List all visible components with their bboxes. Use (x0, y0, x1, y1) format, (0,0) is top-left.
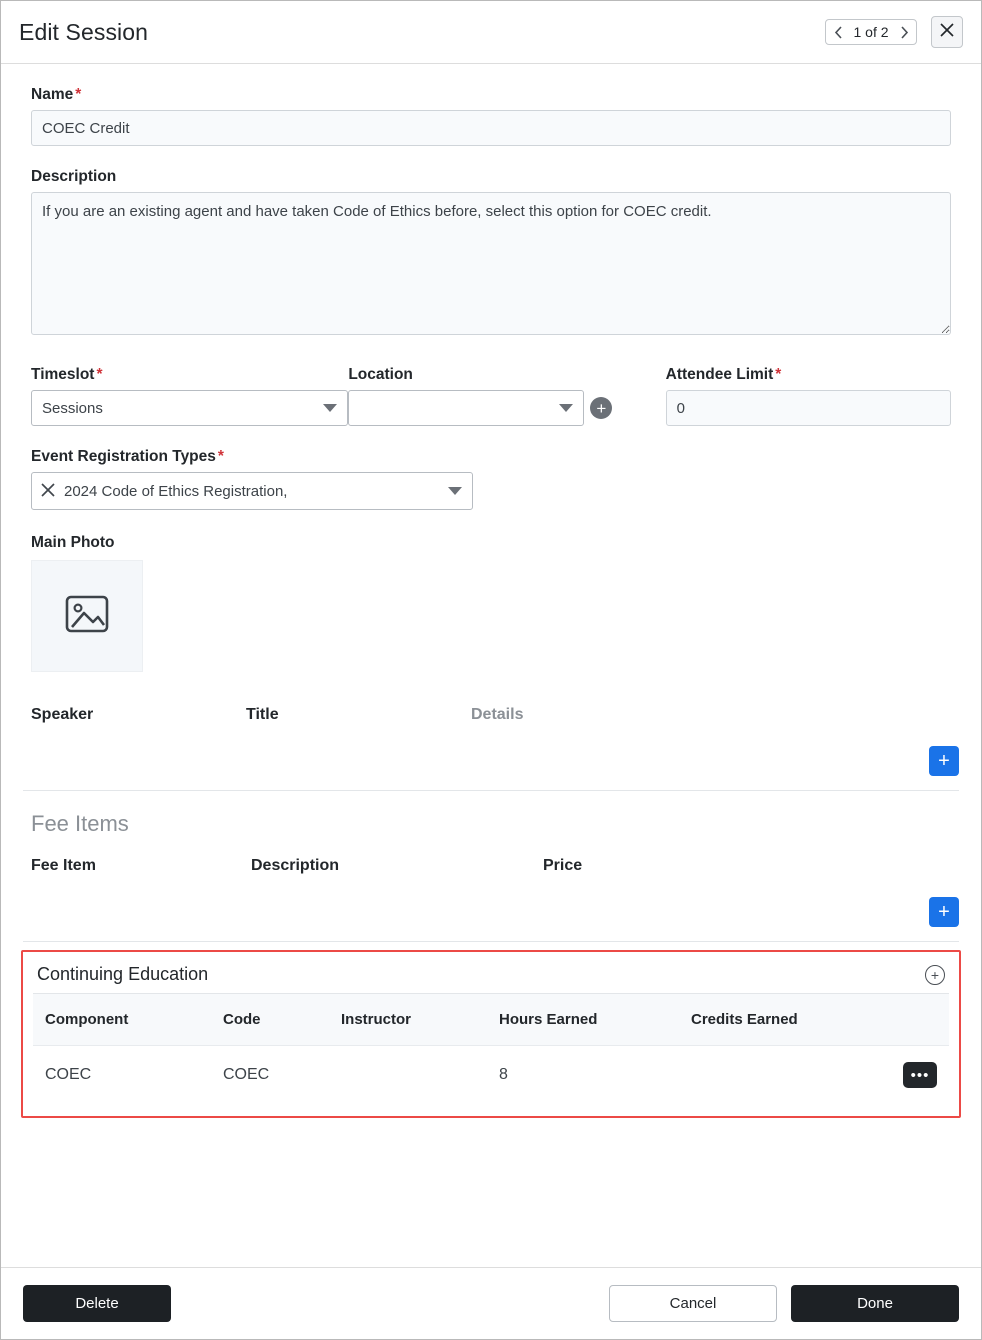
dialog-footer (1, 1267, 981, 1339)
titlebar-actions (825, 16, 963, 48)
attendee-limit-label: Attendee Limit * (665, 366, 782, 383)
location-select[interactable] (348, 390, 584, 426)
add-fee-item-button[interactable] (929, 897, 959, 927)
main-photo-upload[interactable] (31, 560, 143, 672)
description-textarea[interactable] (31, 192, 951, 335)
name-field-group (1, 64, 981, 146)
row-actions-menu-button[interactable] (903, 1062, 937, 1088)
column-fee-description: Description (251, 857, 340, 874)
continuing-education-section (21, 950, 961, 1118)
continuing-education-title: Continuing Education (37, 964, 209, 984)
record-pager[interactable] (825, 19, 917, 45)
event-registration-types-label: Event Registration Types * (31, 448, 224, 465)
column-instructor: Instructor (341, 1011, 412, 1028)
speakers-table-header (1, 706, 981, 724)
main-photo-label: Main Photo (31, 534, 115, 551)
column-credits-earned: Credits Earned (691, 1011, 798, 1028)
column-details: Details (471, 706, 524, 723)
timeslot-location-limit-row (1, 366, 981, 426)
required-marker: * (75, 86, 82, 103)
table-row[interactable] (33, 1046, 949, 1104)
page-title: Edit Session (19, 18, 149, 45)
dialog-titlebar (1, 1, 981, 64)
column-hours-earned: Hours Earned (499, 1011, 598, 1028)
footer-right-actions (609, 1285, 959, 1322)
column-code: Code (223, 1011, 261, 1028)
done-button[interactable]: Done (791, 1285, 959, 1322)
main-photo-group (1, 534, 981, 672)
cancel-button[interactable]: Cancel (609, 1285, 777, 1322)
plus-circle-outline-icon: + (930, 966, 940, 983)
chevron-right-icon[interactable] (892, 20, 916, 44)
location-field-group (348, 366, 665, 426)
chevron-down-icon (448, 487, 462, 495)
fee-items-table-header (1, 857, 981, 875)
ellipsis-icon: ••• (910, 1066, 930, 1084)
event-registration-types-value: 2024 Code of Ethics Registration, (64, 482, 288, 500)
description-field-group (1, 168, 981, 340)
chevron-down-icon (323, 404, 337, 412)
name-input[interactable] (31, 110, 951, 146)
column-fee-item: Fee Item (31, 857, 96, 874)
location-label: Location (348, 366, 413, 383)
add-speaker-button[interactable] (929, 746, 959, 776)
divider (23, 790, 959, 791)
continuing-education-table (33, 993, 949, 1104)
image-placeholder-icon (65, 594, 109, 639)
column-speaker: Speaker (31, 706, 94, 723)
event-registration-types-select[interactable] (31, 472, 473, 510)
event-registration-types-group (1, 448, 981, 510)
close-button[interactable] (931, 16, 963, 48)
continuing-education-header (23, 952, 959, 993)
add-location-button[interactable] (590, 397, 612, 419)
cell-component: COEC (45, 1066, 92, 1083)
fee-items-add-row (1, 897, 981, 927)
plus-icon: + (938, 901, 950, 923)
description-label: Description (31, 168, 117, 185)
attendee-limit-field-group (666, 366, 951, 426)
close-icon (939, 22, 955, 43)
name-label: Name * (31, 86, 82, 103)
attendee-limit-input[interactable] (666, 390, 951, 426)
cell-code: COEC (223, 1066, 270, 1083)
timeslot-label: Timeslot * (31, 366, 103, 383)
timeslot-value: Sessions (42, 399, 103, 417)
column-fee-price: Price (543, 857, 583, 874)
speakers-add-row (1, 746, 981, 776)
plus-icon: + (938, 750, 950, 772)
add-continuing-education-button[interactable] (925, 965, 945, 985)
dialog-body (1, 64, 981, 1267)
x-icon[interactable] (40, 482, 56, 501)
chevron-left-icon[interactable] (826, 20, 850, 44)
timeslot-field-group (31, 366, 348, 426)
pager-label: 1 of 2 (853, 24, 889, 40)
divider (23, 941, 959, 942)
plus-circle-icon: + (596, 398, 607, 418)
fee-items-title: Fee Items (31, 811, 129, 836)
chevron-down-icon (559, 404, 573, 412)
column-title: Title (246, 706, 279, 723)
cell-hours-earned: 8 (499, 1066, 508, 1083)
column-component: Component (45, 1011, 129, 1028)
delete-button[interactable]: Delete (23, 1285, 171, 1322)
timeslot-select[interactable] (31, 390, 348, 426)
table-header-row (33, 994, 949, 1046)
